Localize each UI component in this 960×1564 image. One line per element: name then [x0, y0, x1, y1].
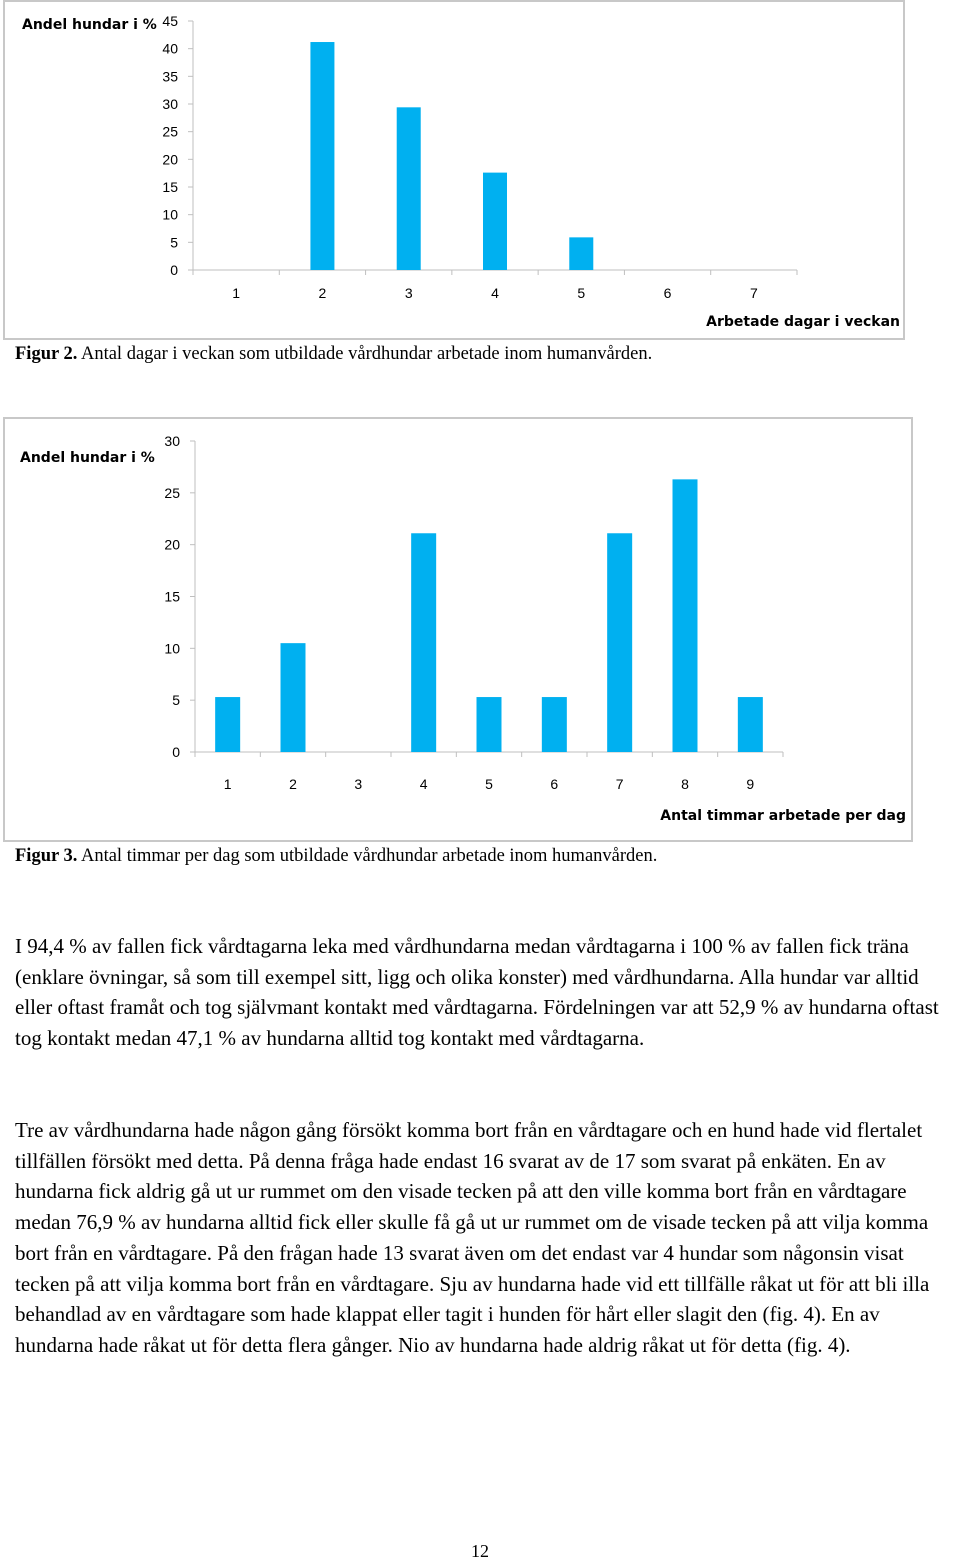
- y-tick-label: 20: [164, 536, 180, 553]
- y-axis-title: Andel hundar i %: [20, 450, 155, 466]
- x-tick-label: 3: [404, 285, 413, 301]
- y-tick-label: 40: [162, 40, 178, 57]
- bar-4: [411, 533, 436, 752]
- paragraph-2: Tre av vårdhundarna hade någon gång försökt komma bort från en vårdtagare och en hund hade vid flertalet tillfällen försökt med detta. På denna fråga hade endast 16 svarat av de 17 som svarat på enkäten. En av hundarna fick aldrig gå ut ur rummet om den visade tecken på att den ville komma bort från en vårdtagare medan 76,9 % av hundarna alltid fick eller skulle få gå ut ur rummet om de visade tecken på att vilja komma bort från en vårdtagare. På den frågan hade 13 svarat även om det endast var 4 hundar som någonsin visat tecken på att vilja komma bort från en vårdtagare. Sju av hundarna hade vid ett tillfälle råkat ut för att bli illa behandlad av en vårdtagare som hade klappat eller tagit i hunden för hårt eller slagit den (fig. 4). En av hundarna hade råkat ut för detta flera gånger. Nio av hundarna hade aldrig råkat ut för detta (fig. 4).: [15, 1118, 930, 1357]
- x-axis-title: Antal timmar arbetade per dag: [660, 808, 906, 824]
- x-tick-label: 7: [615, 776, 624, 792]
- x-tick-label: 5: [577, 285, 586, 301]
- y-tick-label: 10: [164, 640, 180, 657]
- bar-9: [738, 697, 763, 752]
- x-tick-label: 3: [354, 776, 363, 792]
- bar-1: [215, 697, 240, 752]
- y-tick-label: 30: [164, 433, 180, 449]
- y-tick-label: 0: [170, 262, 178, 278]
- bar-8: [673, 479, 698, 752]
- figure-2-caption: [15, 344, 652, 365]
- x-tick-label: 6: [550, 776, 559, 792]
- bar-5: [477, 697, 502, 752]
- x-tick-label: 2: [318, 285, 327, 301]
- bar-2: [310, 42, 334, 270]
- y-tick-label: 0: [172, 744, 180, 760]
- figure-2-caption-label: Figur 2.: [15, 344, 78, 364]
- bar-7: [607, 533, 632, 752]
- y-tick-label: 15: [164, 588, 180, 605]
- x-tick-label: 1: [223, 776, 232, 792]
- y-tick-label: 5: [172, 692, 180, 709]
- y-tick-label: 10: [162, 206, 178, 223]
- paragraph-1: I 94,4 % av fallen fick vårdtagarna leka med vårdhundarna medan vårdtagarna i 100 % av fallen fick träna (enklare övningar, så som till exempel sitt, ligg och olika konster) med vårdhundarna. Alla hundar var alltid eller oftast framåt och tog självmant kontakt med vårdtagarna. Fördelningen var att 52,9 % av hundarna oftast tog kontakt medan 47,1 % av hundarna alltid tog kontakt med vårdtagarna.: [15, 934, 939, 1051]
- y-tick-label: 25: [164, 484, 180, 501]
- bar-5: [569, 237, 593, 270]
- figure-3-caption-label: Figur 3.: [15, 846, 78, 866]
- bar-6: [542, 697, 567, 752]
- x-tick-label: 9: [746, 776, 755, 792]
- figure-3-chart-svg: [5, 419, 915, 844]
- y-tick-label: 25: [162, 123, 178, 140]
- y-tick-label: 30: [162, 96, 178, 112]
- y-tick-label: 20: [162, 151, 178, 168]
- y-tick-label: 35: [162, 68, 178, 85]
- figure-3-chart: [3, 417, 913, 842]
- x-tick-label: 4: [419, 776, 428, 792]
- x-tick-label: 7: [749, 285, 758, 301]
- bar-3: [397, 107, 421, 270]
- y-tick-label: 5: [170, 234, 178, 251]
- x-tick-label: 4: [491, 285, 499, 301]
- x-tick-label: 6: [663, 285, 672, 301]
- y-tick-label: 15: [162, 179, 178, 195]
- y-axis-title: Andel hundar i %: [22, 17, 157, 33]
- bar-2: [281, 643, 306, 752]
- x-tick-label: 2: [289, 776, 297, 792]
- figure-2-chart: [3, 0, 905, 340]
- x-tick-label: 1: [232, 285, 241, 301]
- bar-4: [483, 173, 507, 270]
- x-tick-label: 5: [485, 776, 493, 792]
- figure-3-caption-text: Antal timmar per dag som utbildade vårdhundar arbetade inom humanvården.: [77, 846, 658, 866]
- y-tick-label: 45: [162, 13, 178, 29]
- figure-2-caption-text: Antal dagar i veckan som utbildade vårdhundar arbetade inom humanvården.: [77, 344, 653, 364]
- figure-2-chart-svg: [5, 2, 907, 342]
- x-tick-label: 8: [681, 776, 689, 792]
- figure-3-caption: [15, 846, 657, 867]
- x-axis-title: Arbetade dagar i veckan: [706, 314, 900, 330]
- page-number: 12: [471, 1541, 489, 1561]
